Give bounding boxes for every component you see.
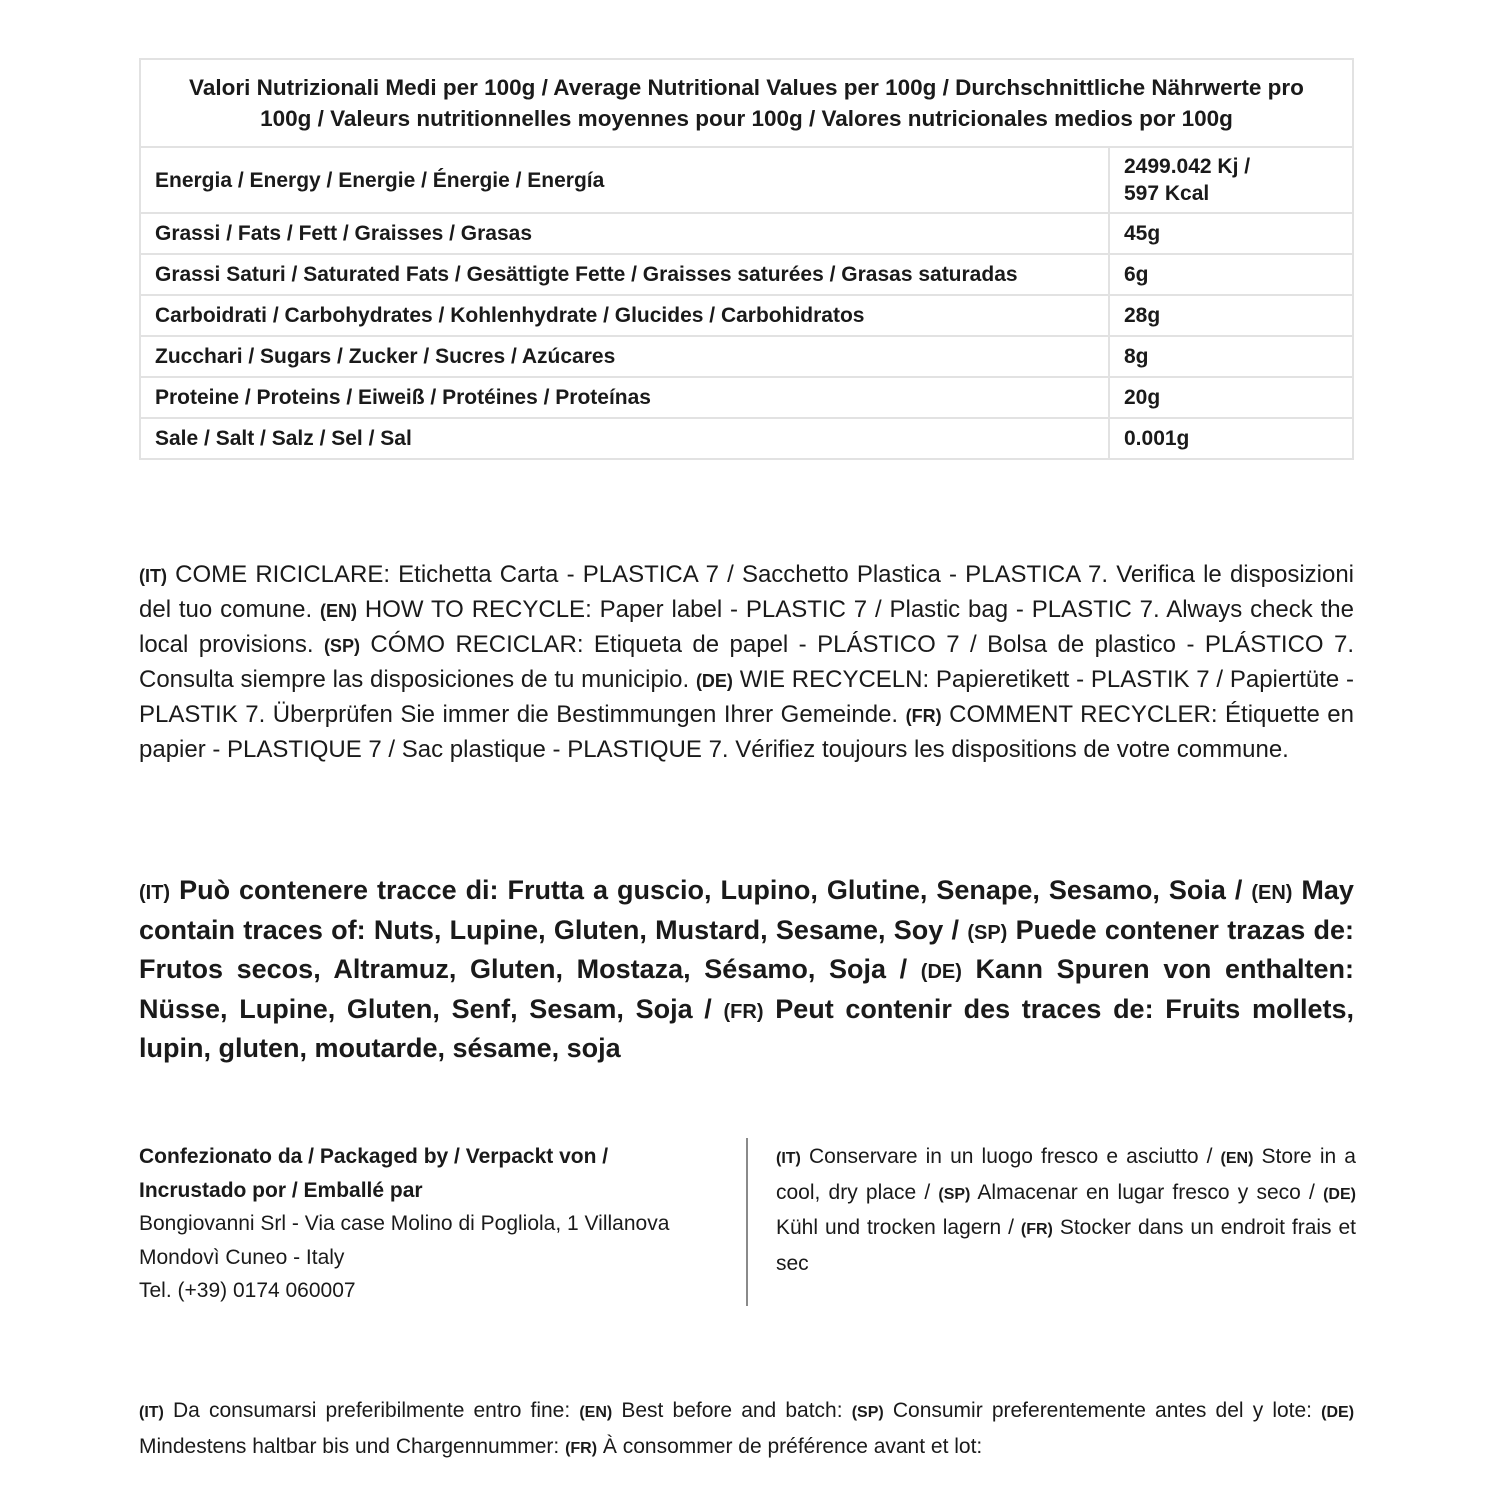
nutrient-label: Proteine / Proteins / Eiweiß / Protéines / Proteínas — [140, 377, 1109, 418]
best-before-text: Mindestens haltbar bis und Chargennummer: — [139, 1435, 560, 1458]
storage-text: Stocker dans un endroit frais et sec — [776, 1216, 1357, 1275]
storage-text: Almacenar en lugar fresco y seco / — [977, 1180, 1315, 1204]
column-divider — [746, 1138, 748, 1306]
best-before-block — [139, 1394, 1354, 1466]
storage-text: Kühl und trocken lagern / — [776, 1216, 1014, 1239]
nutrition-table — [139, 58, 1354, 460]
best-before-text: Consumir preferentemente antes del y lote: — [892, 1399, 1313, 1422]
allergen-text: Puede contener trazas de: Frutos secos, Altramuz, Gluten, Mostaza, Sésamo, Soja / — [139, 914, 1355, 984]
storage-text: Conservare in un luogo fresco e asciutto / — [808, 1145, 1213, 1168]
packager-address: Bongiovanni Srl - Via case Molino di Pogliola, 1 Villanova — [139, 1212, 670, 1235]
packaged-by-heading: Confezionato da / Packaged by / Verpackt von / — [139, 1145, 609, 1168]
language-tag: (DE) — [920, 961, 962, 983]
language-tag: (SP) — [323, 636, 360, 656]
energy-kj: 2499.042 Kj / — [1124, 155, 1251, 178]
nutrient-label: Grassi Saturi / Saturated Fats / Gesättigte Fette / Graisses saturées / Grasas saturadas — [140, 254, 1109, 295]
table-row — [140, 254, 1353, 295]
storage-text: Store in a cool, dry place / — [776, 1145, 1356, 1204]
packaged-by-heading: Incrustado por / Emballé par — [139, 1178, 423, 1202]
language-tag: (SP) — [851, 1404, 884, 1421]
best-before-text: Da consumarsi preferibilmente entro fine: — [173, 1399, 571, 1422]
nutrient-label: Zucchari / Sugars / Zucker / Sucres / Azúcares — [140, 336, 1109, 377]
nutrient-label: Grassi / Fats / Fett / Graisses / Grasas — [140, 213, 1109, 254]
language-tag: (FR) — [723, 1000, 764, 1023]
storage-instructions — [776, 1140, 1356, 1280]
recycling-text: WIE RECYCELN: Papieretikett - PLASTIK 7 / Papiertüte - PLASTIK 7. Überprüfen Sie immer die Bestimmungen Ihrer Gemeinde. — [139, 666, 1355, 728]
packaged-by-block — [139, 1140, 719, 1308]
allergen-text: May contain traces of: Nuts, Lupine, Gluten, Mustard, Sesame, Soy / — [139, 875, 1354, 945]
table-row — [140, 377, 1353, 418]
nutrient-value: 20g — [1109, 377, 1353, 418]
allergen-text: Kann Spuren von enthalten: Nüsse, Lupine, Gluten, Senf, Sesam, Soja / — [139, 954, 1354, 1024]
allergen-warning — [139, 872, 1354, 1067]
nutrition-table-header: Valori Nutrizionali Medi per 100g / Average Nutritional Values per 100g / Durchschnittliche Nährwerte pro 100g / Valeurs nutritionnelles moyennes pour 100g / Valores nutricionales medios por 100g — [140, 59, 1353, 147]
nutrient-value: 8g — [1109, 336, 1353, 377]
allergen-text: Peut contenir des traces de: Fruits mollets, lupin, gluten, moutarde, sésame, soja — [139, 993, 1354, 1063]
language-tag: (EN) — [1251, 882, 1293, 904]
nutrient-value: 45g — [1109, 213, 1353, 254]
language-tag: (DE) — [695, 671, 733, 691]
packager-address: Mondovì Cuneo - Italy — [139, 1245, 345, 1269]
language-tag: (SP) — [938, 1185, 971, 1203]
allergen-text: Può contenere tracce di: Frutta a guscio, Lupino, Glutine, Senape, Sesamo, Soia / — [179, 875, 1243, 905]
nutrient-value: 28g — [1109, 295, 1353, 336]
recycling-text: HOW TO RECYCLE: Paper label - PLASTIC 7 / Plastic bag - PLASTIC 7. Always check the local provisions. — [139, 596, 1354, 658]
recycling-instructions — [139, 558, 1354, 766]
language-tag: (FR) — [905, 706, 942, 726]
nutrient-value — [1109, 147, 1353, 213]
language-tag: (IT) — [139, 882, 171, 904]
packager-phone: Tel. (+39) 0174 060007 — [139, 1279, 356, 1302]
best-before-text: Best before and batch: — [621, 1399, 843, 1422]
recycling-text: COMMENT RECYCLER: Étiquette en papier - PLASTIQUE 7 / Sac plastique - PLASTIQUE 7. Vérifiez toujours les dispositions de votre commune. — [139, 701, 1354, 763]
nutrient-label: Carboidrati / Carbohydrates / Kohlenhydrate / Glucides / Carbohidratos — [140, 295, 1109, 336]
energy-kcal: 597 Kcal — [1124, 182, 1210, 205]
language-tag: (IT) — [139, 566, 167, 586]
table-row — [140, 295, 1353, 336]
language-tag: (FR) — [565, 1440, 598, 1457]
best-before-text: À consommer de préférence avant et lot: — [602, 1435, 983, 1458]
nutrient-value: 0.001g — [1109, 418, 1353, 459]
table-row — [140, 147, 1353, 213]
language-tag: (DE) — [1323, 1185, 1356, 1203]
language-tag: (DE) — [1321, 1404, 1355, 1421]
nutrient-label: Energia / Energy / Energie / Énergie / Energía — [140, 147, 1109, 213]
language-tag: (FR) — [1020, 1221, 1053, 1238]
nutrient-label: Sale / Salt / Salz / Sel / Sal — [140, 418, 1109, 459]
recycling-text: CÓMO RECICLAR: Etiqueta de papel - PLÁSTICO 7 / Bolsa de plastico - PLÁSTICO 7. Consulta siempre las disposiciones de tu municipio. — [139, 631, 1355, 693]
language-tag: (EN) — [579, 1404, 613, 1421]
language-tag: (SP) — [967, 921, 1008, 944]
language-tag: (EN) — [320, 601, 358, 621]
table-row — [140, 213, 1353, 254]
language-tag: (IT) — [776, 1150, 801, 1167]
recycling-text: COME RICICLARE: Etichetta Carta - PLASTICA 7 / Sacchetto Plastica - PLASTICA 7. Verifica le disposizioni del tuo comune. — [139, 561, 1355, 623]
language-tag: (EN) — [1220, 1150, 1254, 1167]
nutrient-value: 6g — [1109, 254, 1353, 295]
table-row — [140, 336, 1353, 377]
language-tag: (IT) — [139, 1404, 164, 1421]
table-row — [140, 418, 1353, 459]
